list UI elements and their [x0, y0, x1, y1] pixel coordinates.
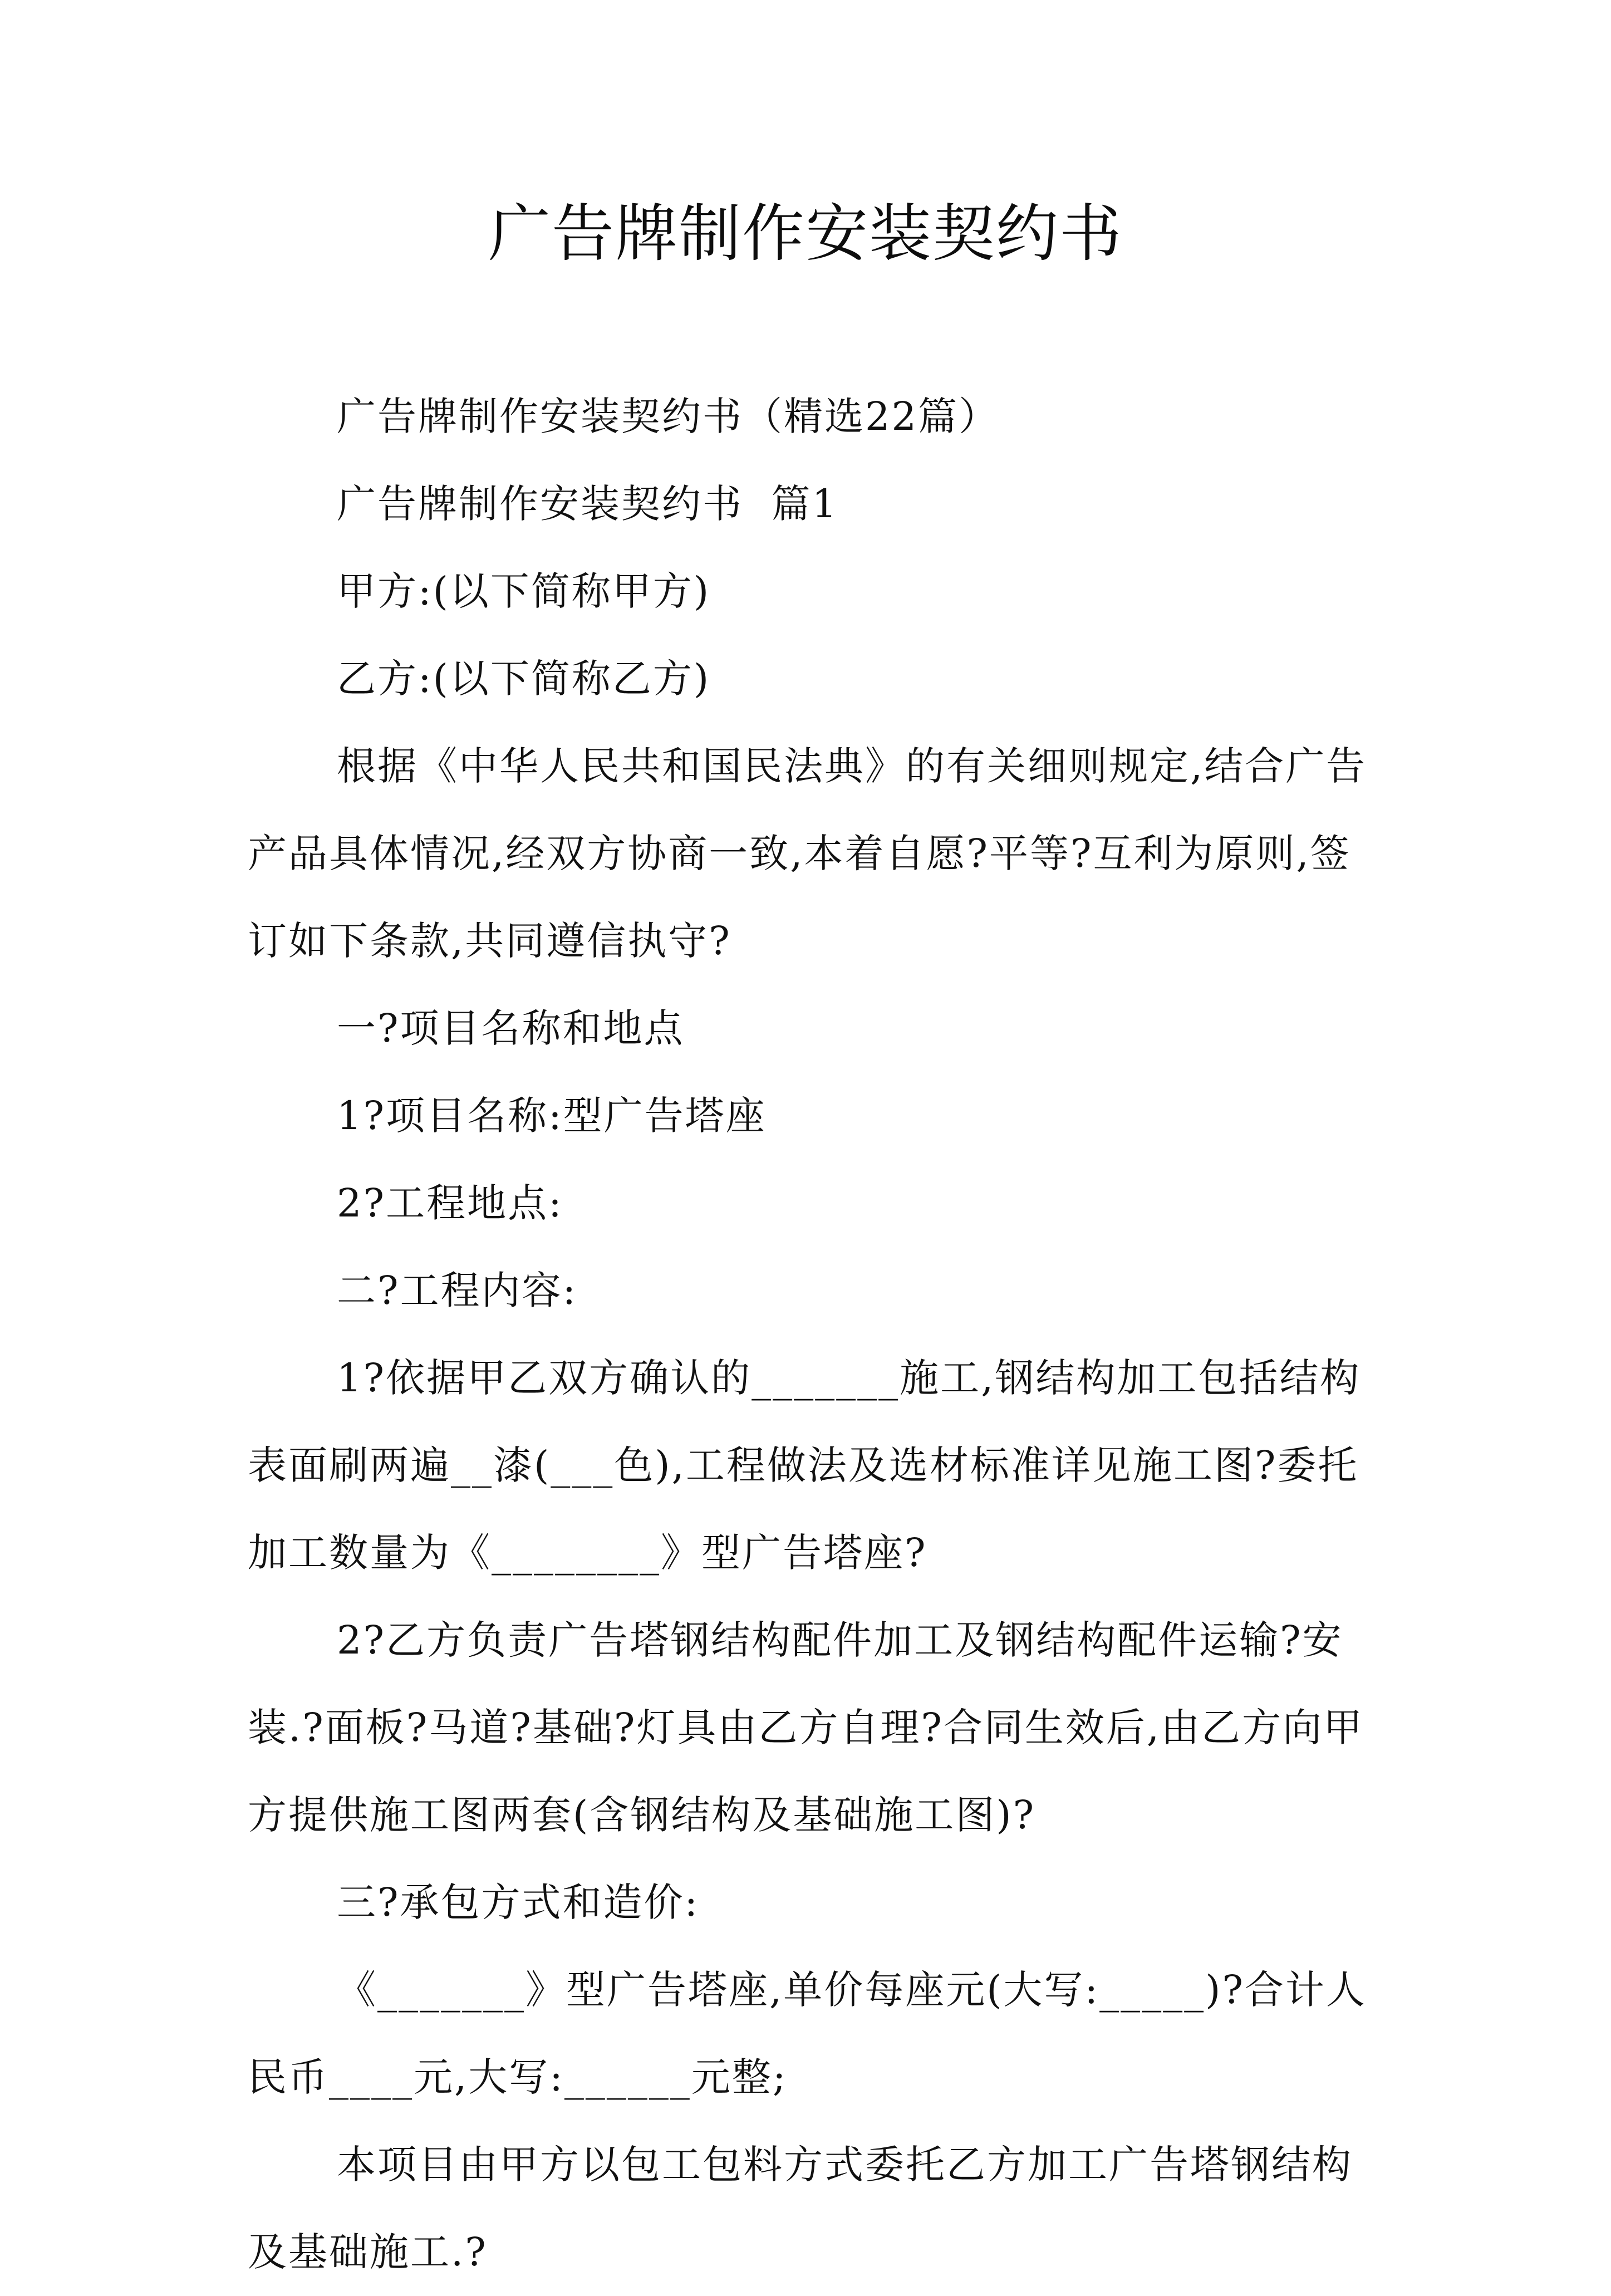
- paragraph-section-heading: 广告牌制作安装契约书 篇1: [337, 481, 839, 527]
- paragraph-party-b: 乙方:(以下简称乙方): [337, 656, 711, 701]
- paragraph-clause-1-1: 1?项目名称:型广告塔座: [337, 1093, 767, 1139]
- paragraph-clause-3-heading: 三?承包方式和造价:: [337, 1880, 700, 1925]
- paragraph-clause-2-1: 1?依据甲乙双方确认的_______施工,钢结构加工包括结构表面刷两遍__漆(___色),工程做法及选材标准详见施工图?委托加工数量为《________》型广告塔座?: [248, 1355, 1361, 1576]
- paragraph-clause-1-2: 2?工程地点:: [337, 1180, 563, 1226]
- paragraph-clause-3-scope: 本项目由甲方以包工包料方式委托乙方加工广告塔钢结构及基础施工.?: [248, 2142, 1353, 2275]
- paragraph-clause-2-heading: 二?工程内容:: [337, 1268, 578, 1313]
- paragraph-subtitle: 广告牌制作安装契约书（精选22篇）: [337, 394, 1000, 439]
- paragraph-party-a: 甲方:(以下简称甲方): [337, 568, 711, 614]
- document-title: 广告牌制作安装契约书: [488, 198, 1123, 270]
- document-body: [248, 373, 1378, 2296]
- paragraph-clause-3-price: 《_______》型广告塔座,单价每座元(大写:_____)?合计人民币____元,大写:______元整;: [248, 1967, 1367, 2100]
- paragraph-preamble: 根据《中华人民共和国民法典》的有关细则规定,结合广告产品具体情况,经双方协商一致,本着自愿?平等?互利为原则,签订如下条款,共同遵信执守?: [248, 743, 1367, 964]
- paragraph-clause-1-heading: 一?项目名称和地点: [337, 1005, 685, 1051]
- paragraph-clause-2-2: 2?乙方负责广告塔钢结构配件加工及钢结构配件运输?安装.?面板?马道?基础?灯具由乙方自理?合同生效后,由乙方向甲方提供施工图两套(含钢结构及基础施工图)?: [248, 1617, 1364, 1838]
